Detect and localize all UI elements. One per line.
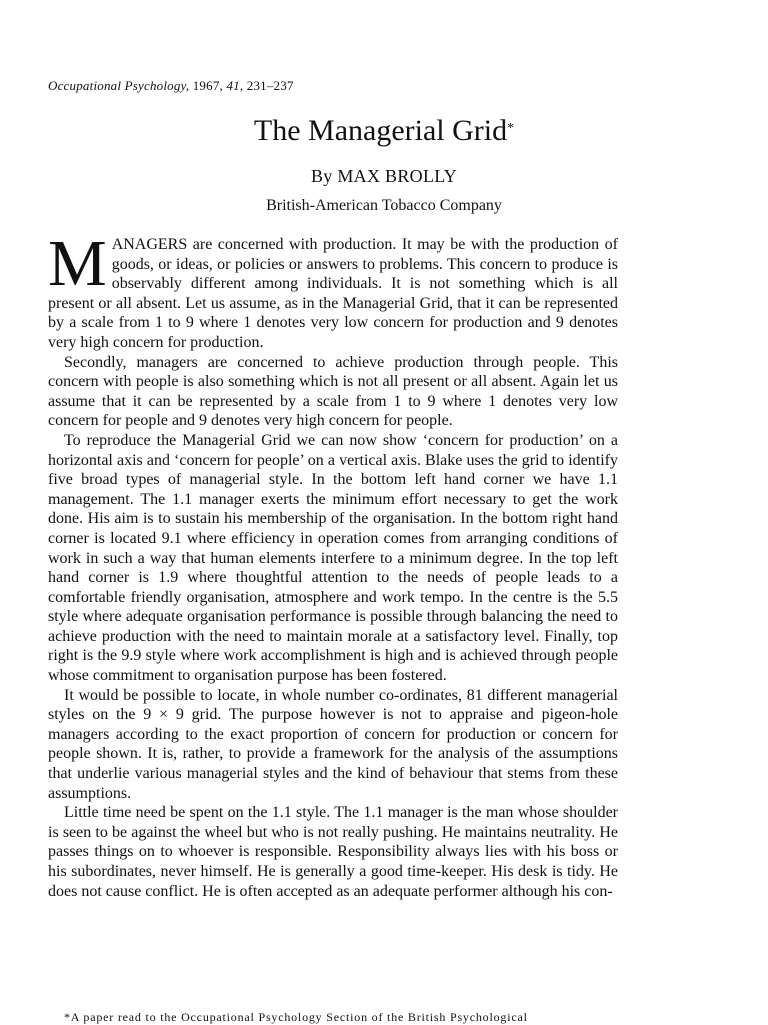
paragraph-1 xyxy=(48,227,618,353)
footnote: *A paper read to the Occupational Psychology Section of the British Psychological xyxy=(64,1010,528,1024)
paragraph-2: Secondly, managers are concerned to achieve production through people. This concern with people is also something which is not all present or all absent. Again let us assume that it can be represented by a scale from 1 to 9 where 1 denotes very low concern for people and 9 denotes very high concern for people. xyxy=(48,353,618,430)
article-author: By MAX BROLLY xyxy=(310,166,458,186)
paragraph-4: It would be possible to locate, in whole number co-ordinates, 81 different managerial styles on the 9 × 9 grid. The purpose however is not to appraise and pigeon-hole managers according to the exact proportion of concern for production or concern for people shown. It is, rather, to provide a framework for the analysis of the assumptions that underlie various managerial styles and the kind of behaviour that stems from these assumptions. xyxy=(48,686,618,802)
title-footnote-mark: * xyxy=(507,121,515,136)
journal-volume: 41 xyxy=(226,78,240,93)
journal-year: 1967, xyxy=(189,78,227,93)
paragraph-3: To reproduce the Managerial Grid we can now show ‘concern for production’ on a horizontal axis and ‘concern for people’ on a vertical axis. Blake uses the grid to identify five broad types of managerial style. In the bottom left hand corner we have 1.1 management. The 1.1 manager exerts the minimum effort necessary to get the work done. His aim is to sustain his membership of the organisation. In the bottom right hand corner is located 9.1 where efficiency in operation comes from arranging conditions of work in such a way that human elements interfere to a minimum degree. In the top left hand corner is 1.9 where thoughtful attention to the needs of people leads to a comfortable friendly organisation, atmosphere and work tempo. In the centre is the 5.5 style where adequate organisation performance is possible through balancing the need to achieve production with the need to maintain morale at a satisfactory level. Finally, top right is the 9.9 style where work accomplishment is high and is achieved through people whose commitment to organisation purpose has been fostered. xyxy=(48,431,618,685)
article-body xyxy=(48,227,618,901)
journal-citation xyxy=(48,78,294,94)
journal-name: Occupational Psychology, xyxy=(48,78,190,93)
author-affiliation: British-American Tobacco Company xyxy=(266,197,502,214)
article-title-text: The Managerial Grid xyxy=(253,114,508,147)
drop-cap: M xyxy=(48,227,107,300)
article-title xyxy=(0,113,768,149)
paragraph-5: Little time need be spent on the 1.1 style. The 1.1 manager is the man whose shoulder is seen to be against the wheel but who is not really pushing. He maintains neutrality. He passes things on to whoever is responsible. Responsibility always lies with his boss or his subordinates, never himself. He is generally a good time-keeper. His desk is tidy. He does not cause conflict. He is often accepted as an adequate performer although his con- xyxy=(48,804,618,900)
paragraph-1-text: ANAGERS are concerned with production. It may be with the production of goods, or ideas, or policies or answers to problems. This concern to produce is observably different among individuals. It is not something which is all present or all absent. Let us assume, as in the Managerial Grid, that it can be represented by a scale from 1 to 9 where 1 denotes very low concern for production and 9 denotes very high concern for production. xyxy=(48,236,618,351)
journal-pages: , 231–237 xyxy=(239,78,294,93)
